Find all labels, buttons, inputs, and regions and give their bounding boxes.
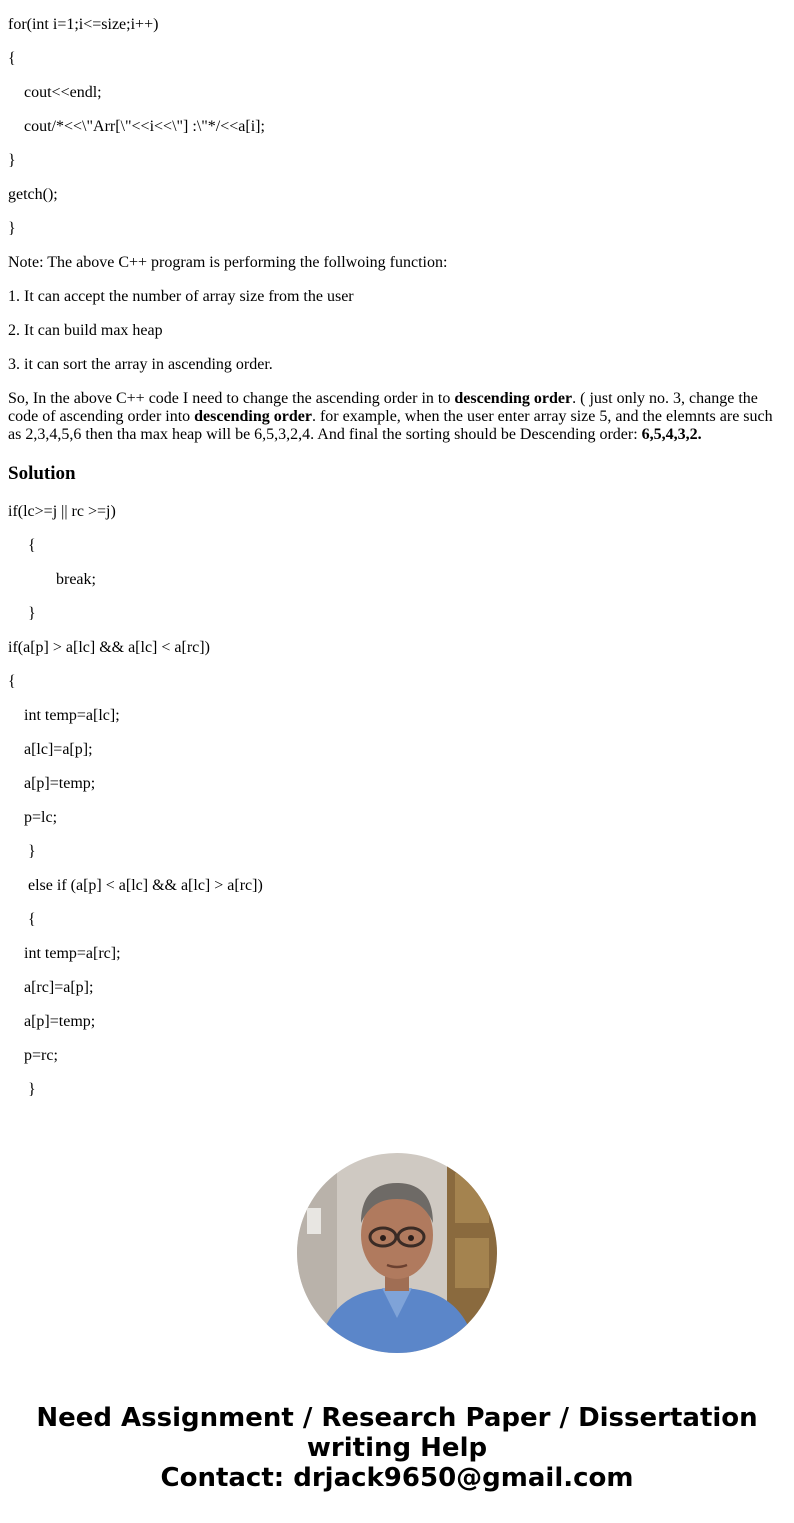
request-text: So, In the above C++ code I need to change the ascending order in to bbox=[8, 390, 455, 407]
cta-line-2: writing Help bbox=[306, 1433, 488, 1463]
document-body bbox=[8, 0, 784, 1115]
code-line: else if (a[p] < a[lc] && a[lc] > a[rc]) bbox=[8, 877, 263, 894]
note-item: 3. it can sort the array in ascending order. bbox=[8, 356, 273, 373]
code-line: if(lc>=j || rc >=j) bbox=[8, 503, 116, 520]
note-section bbox=[8, 254, 784, 374]
note-item: 1. It can accept the number of array size from the user bbox=[8, 288, 354, 305]
request-bold: descending order bbox=[194, 408, 312, 425]
code-line: { bbox=[8, 50, 16, 67]
code-line: } bbox=[8, 843, 36, 860]
note-intro: Note: The above C++ program is performing the follwoing function: bbox=[8, 254, 448, 271]
code-line: } bbox=[8, 1081, 36, 1098]
code-line: } bbox=[8, 152, 16, 169]
solution-heading: Solution bbox=[8, 463, 76, 484]
author-avatar bbox=[297, 1153, 497, 1353]
code-line: getch(); bbox=[8, 186, 58, 203]
code-line: p=lc; bbox=[8, 809, 58, 826]
code-block-top bbox=[8, 0, 784, 238]
code-line: break; bbox=[8, 571, 96, 588]
cta-line-1: Need Assignment / Research Paper / Dissertation bbox=[36, 1403, 758, 1433]
code-line: } bbox=[8, 605, 36, 622]
code-line: a[p]=temp; bbox=[8, 1013, 96, 1030]
code-line: int temp=a[rc]; bbox=[8, 945, 121, 962]
cta-contact-line: Contact: drjack9650@gmail.com bbox=[160, 1463, 634, 1493]
author-photo bbox=[297, 1153, 497, 1353]
request-text: . for example, when the user enter array size 5, and the elemnts are such as 2,3,4,5,6 then tha max heap will be 6,5,3,2,4. And final the sorting should be Descending order: bbox=[8, 408, 773, 443]
code-line: { bbox=[8, 537, 36, 554]
code-line: cout/*<<\"Arr[\"<<i<<\"] :\"*/<<a[i]; bbox=[8, 118, 265, 135]
code-line: int temp=a[lc]; bbox=[8, 707, 120, 724]
code-line: p=rc; bbox=[8, 1047, 58, 1064]
code-line: a[p]=temp; bbox=[8, 775, 96, 792]
request-paragraph bbox=[8, 390, 784, 444]
request-text: . ( just only no. 3, change the code of ascending order into bbox=[8, 390, 758, 425]
request-bold: 6,5,4,3,2. bbox=[641, 426, 702, 443]
code-line: for(int i=1;i<=size;i++) bbox=[8, 16, 159, 33]
code-line: cout<<endl; bbox=[8, 84, 102, 101]
code-line: if(a[p] > a[lc] && a[lc] < a[rc]) bbox=[8, 639, 210, 656]
code-line: { bbox=[8, 673, 16, 690]
solution-code bbox=[8, 503, 784, 1099]
code-line: { bbox=[8, 911, 36, 928]
request-bold: descending order bbox=[454, 390, 573, 407]
code-line: a[rc]=a[p]; bbox=[8, 979, 94, 996]
note-item: 2. It can build max heap bbox=[8, 322, 163, 339]
code-line: a[lc]=a[p]; bbox=[8, 741, 93, 758]
contact-banner bbox=[0, 1403, 794, 1493]
code-line: } bbox=[8, 220, 16, 237]
